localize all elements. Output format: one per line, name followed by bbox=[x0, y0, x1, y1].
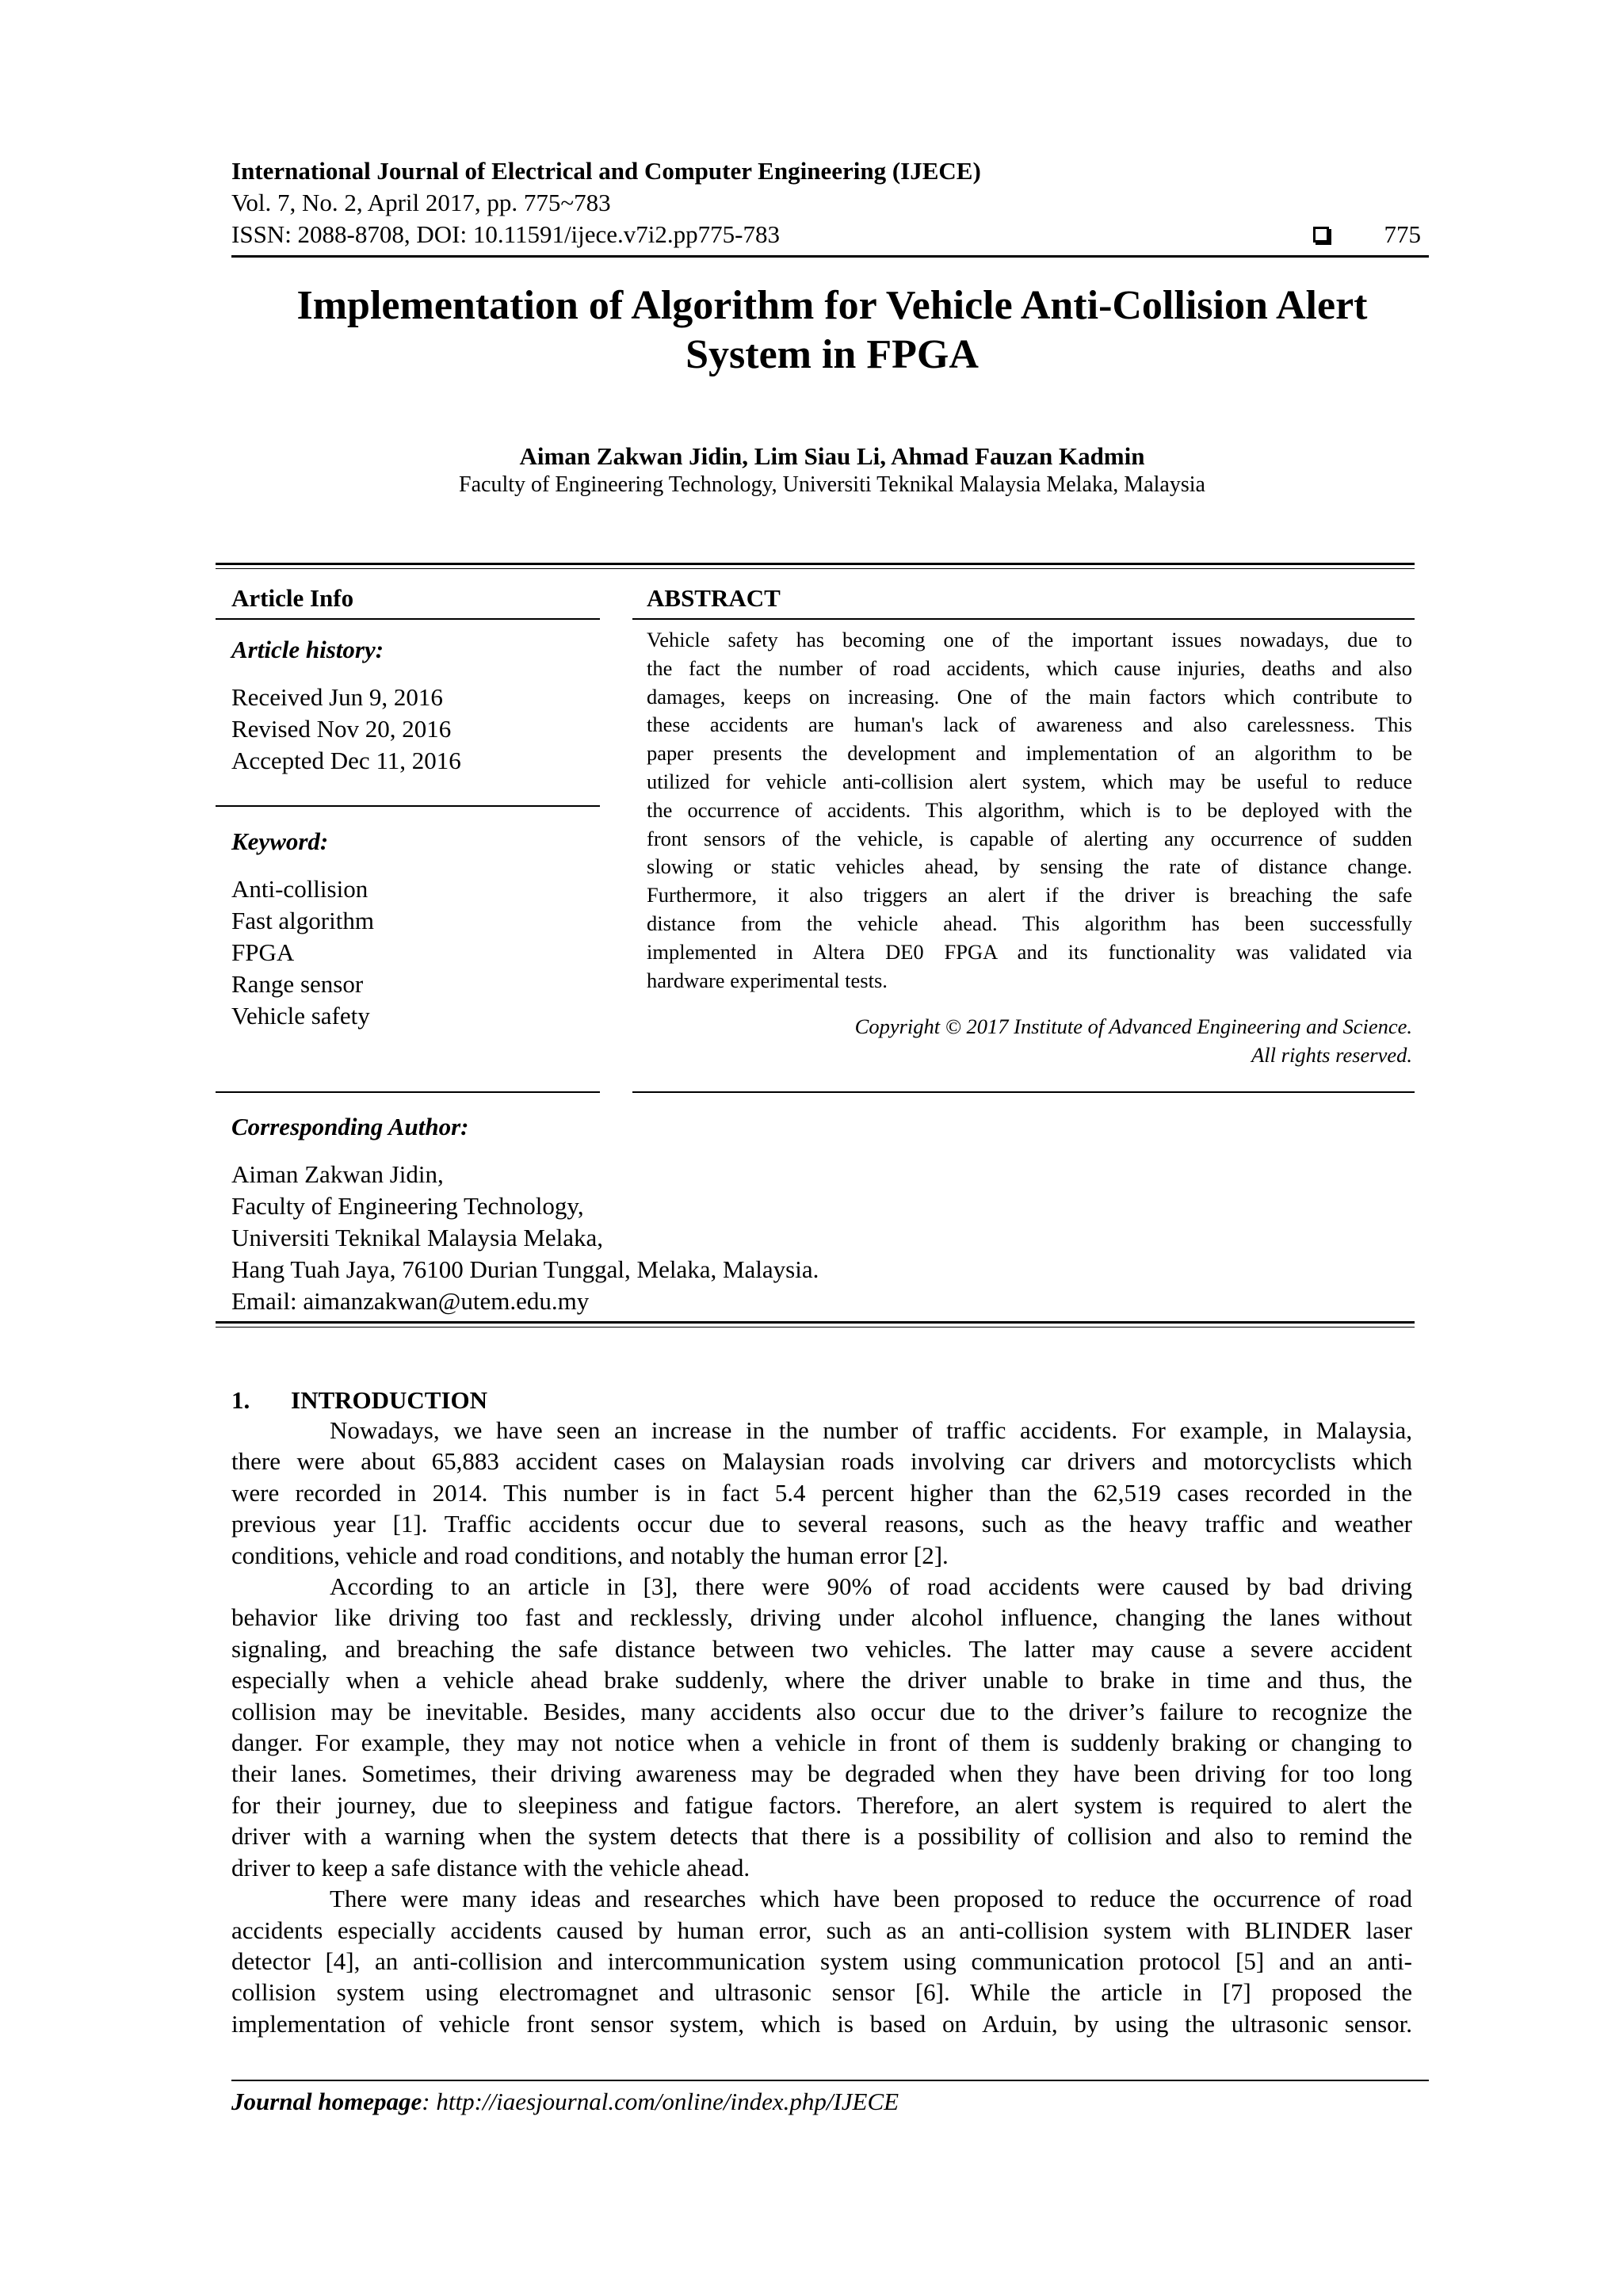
abstract-line: distance from the vehicle ahead. This algorithm has been successfully bbox=[647, 911, 1412, 935]
body-line: collision system using electromagnet and ultrasonic sensor [6]. While the article in [7] proposed the bbox=[231, 1978, 1412, 2007]
affiliation: Faculty of Engineering Technology, Universiti Teknikal Malaysia Melaka, Malaysia bbox=[459, 472, 1205, 497]
corresponding-line: Aiman Zakwan Jidin, bbox=[231, 1160, 444, 1188]
body-line: signaling, and breaching the safe distance between two vehicles. The latter may cause a severe accident bbox=[231, 1634, 1412, 1663]
keyword-item: Range sensor bbox=[231, 970, 364, 998]
history-rule bbox=[216, 805, 600, 807]
introduction-body bbox=[231, 1415, 1412, 2039]
body-line: implementation of vehicle front sensor system, which is based on Arduin, by using the ultrasonic sensor. bbox=[231, 2009, 1412, 2038]
abstract-line: the fact the number of road accidents, which cause injuries, deaths and also bbox=[647, 655, 1412, 680]
history-accepted: Accepted Dec 11, 2016 bbox=[231, 747, 461, 774]
keyword-label: Keyword: bbox=[231, 827, 329, 855]
body-line: previous year [1]. Traffic accidents occur due to several reasons, such as the heavy traffic and weather bbox=[231, 1510, 1412, 1538]
body-line: their lanes. Sometimes, their driving awareness may be degraded when they have been driving for too long bbox=[231, 1759, 1412, 1788]
copyright-notice bbox=[647, 1013, 1412, 1070]
article-info-heading: Article Info bbox=[231, 584, 354, 612]
corresponding-line: Faculty of Engineering Technology, bbox=[231, 1192, 584, 1220]
corresponding-author-label: Corresponding Author: bbox=[231, 1113, 469, 1140]
paper-title bbox=[158, 281, 1506, 380]
body-line: danger. For example, they may not notice when a vehicle in front of them is suddenly braking or changing to bbox=[231, 1729, 1412, 1757]
abstract-line: the occurrence of accidents. This algorithm, which is to be deployed with the bbox=[647, 797, 1412, 822]
body-line: there were about 65,883 accident cases on Malaysian roads involving car drivers and motorcyclists which bbox=[231, 1447, 1412, 1476]
box-icon bbox=[1313, 227, 1329, 243]
journal-homepage bbox=[231, 2086, 899, 2118]
history-revised: Revised Nov 20, 2016 bbox=[231, 715, 452, 743]
body-line: for their journey, due to sleepiness and fatigue factors. Therefore, an alert system is required to alert the bbox=[231, 1790, 1412, 1819]
abstract-line: hardware experimental tests. bbox=[647, 968, 888, 992]
corresponding-line: Hang Tuah Jaya, 76100 Durian Tunggal, Melaka, Malaysia. bbox=[231, 1255, 819, 1283]
abstract-rule bbox=[632, 618, 1415, 620]
copyright-line-2: All rights reserved. bbox=[1251, 1042, 1412, 1067]
article-history-label: Article history: bbox=[231, 636, 384, 663]
body-line: Nowadays, we have seen an increase in the number of traffic accidents. For example, in Malaysia, bbox=[330, 1416, 1412, 1444]
article-info-rule bbox=[216, 618, 600, 620]
keyword-item: Fast algorithm bbox=[231, 907, 374, 934]
corresponding-line: Universiti Teknikal Malaysia Melaka, bbox=[231, 1224, 604, 1251]
keyword-list bbox=[231, 873, 374, 1032]
body-line: There were many ideas and researches which have been proposed to reduce the occurrence of road bbox=[330, 1885, 1412, 1913]
abstract-line: front sensors of the vehicle, is capable of alerting any occurrence of sudden bbox=[647, 826, 1412, 850]
footer-rule bbox=[231, 2080, 1429, 2081]
abstract-text bbox=[647, 626, 1412, 995]
section-divider-bottom bbox=[216, 1321, 1415, 1328]
introduction-heading bbox=[231, 1385, 487, 1416]
page-number: 775 bbox=[1384, 220, 1421, 248]
body-line: especially when a vehicle ahead brake suddenly, where the driver unable to brake in time and thus, the bbox=[231, 1666, 1412, 1694]
journal-name: International Journal of Electrical and Computer Engineering (IJECE) bbox=[231, 157, 981, 185]
journal-header bbox=[231, 155, 1429, 250]
article-history bbox=[231, 682, 461, 777]
body-line: collision may be inevitable. Besides, many accidents also occur due to the driver’s failure to recognize the bbox=[231, 1697, 1412, 1725]
homepage-url[interactable]: : http://iaesjournal.com/online/index.php/IJECE bbox=[422, 2088, 899, 2115]
abstract-line: Furthermore, it also triggers an alert if the driver is breaching the safe bbox=[647, 883, 1412, 907]
homepage-label: Journal homepage bbox=[231, 2088, 422, 2115]
body-line: conditions, vehicle and road conditions, and notably the human error [2]. bbox=[231, 1541, 949, 1569]
header-rule bbox=[231, 255, 1429, 258]
keyword-rule bbox=[216, 1091, 600, 1093]
abstract-line: these accidents are human's lack of awareness and also carelessness. This bbox=[647, 712, 1412, 737]
abstract-line: implemented in Altera DE0 FPGA and its functionality was validated via bbox=[647, 939, 1412, 964]
abstract-line: Vehicle safety has becoming one of the important issues nowadays, due to bbox=[647, 628, 1412, 651]
paper-title-line-1: Implementation of Algorithm for Vehicle Anti-Collision Alert bbox=[296, 283, 1368, 328]
body-line: According to an article in [3], there were 90% of road accidents were caused by bad driving bbox=[330, 1572, 1412, 1601]
abstract-line: utilized for vehicle anti-collision alert system, which may be useful to reduce bbox=[647, 769, 1412, 793]
history-received: Received Jun 9, 2016 bbox=[231, 683, 443, 711]
body-line: accidents especially accidents caused by human error, such as an anti-collision system with BLINDER laser bbox=[231, 1916, 1412, 1944]
body-line: were recorded in 2014. This number is in fact 5.4 percent higher than the 62,519 cases recorded in the bbox=[231, 1478, 1412, 1507]
section-divider-top bbox=[216, 563, 1415, 569]
abstract-line: paper presents the development and implementation of an algorithm to be bbox=[647, 741, 1412, 766]
journal-issn: ISSN: 2088-8708, DOI: 10.11591/ijece.v7i2.pp775-783 bbox=[231, 220, 780, 248]
keyword-item: Anti-collision bbox=[231, 875, 369, 903]
keyword-item: Vehicle safety bbox=[231, 1002, 370, 1030]
paper-title-line-2: System in FPGA bbox=[685, 332, 979, 377]
body-line: detector [4], an anti-collision and intercommunication system using communication protocol [5] and an anti- bbox=[231, 1946, 1412, 1975]
corresponding-email: Email: aimanzakwan@utem.edu.my bbox=[231, 1287, 590, 1315]
body-line: driver with a warning when the system detects that there is a possibility of collision and also to remind the bbox=[231, 1822, 1412, 1851]
section-number: 1. bbox=[231, 1386, 250, 1414]
body-line: behavior like driving too fast and recklessly, driving under alcohol influence, changing the lanes without bbox=[231, 1603, 1412, 1632]
body-line: driver to keep a safe distance with the vehicle ahead. bbox=[231, 1853, 750, 1881]
abstract-line: slowing or static vehicles ahead, by sensing the rate of distance change. bbox=[647, 854, 1412, 879]
abstract-bottom-rule bbox=[632, 1091, 1415, 1093]
journal-volume: Vol. 7, No. 2, April 2017, pp. 775~783 bbox=[231, 189, 611, 216]
abstract-heading: ABSTRACT bbox=[647, 584, 781, 612]
corresponding-author-details bbox=[231, 1159, 819, 1317]
abstract-line: damages, keeps on increasing. One of the main factors which contribute to bbox=[647, 684, 1412, 709]
keyword-item: FPGA bbox=[231, 938, 295, 966]
copyright-line-1: Copyright © 2017 Institute of Advanced Engineering and Science. bbox=[854, 1014, 1412, 1038]
author-list: Aiman Zakwan Jidin, Lim Siau Li, Ahmad Fauzan Kadmin bbox=[519, 442, 1145, 470]
section-title: INTRODUCTION bbox=[291, 1386, 488, 1414]
